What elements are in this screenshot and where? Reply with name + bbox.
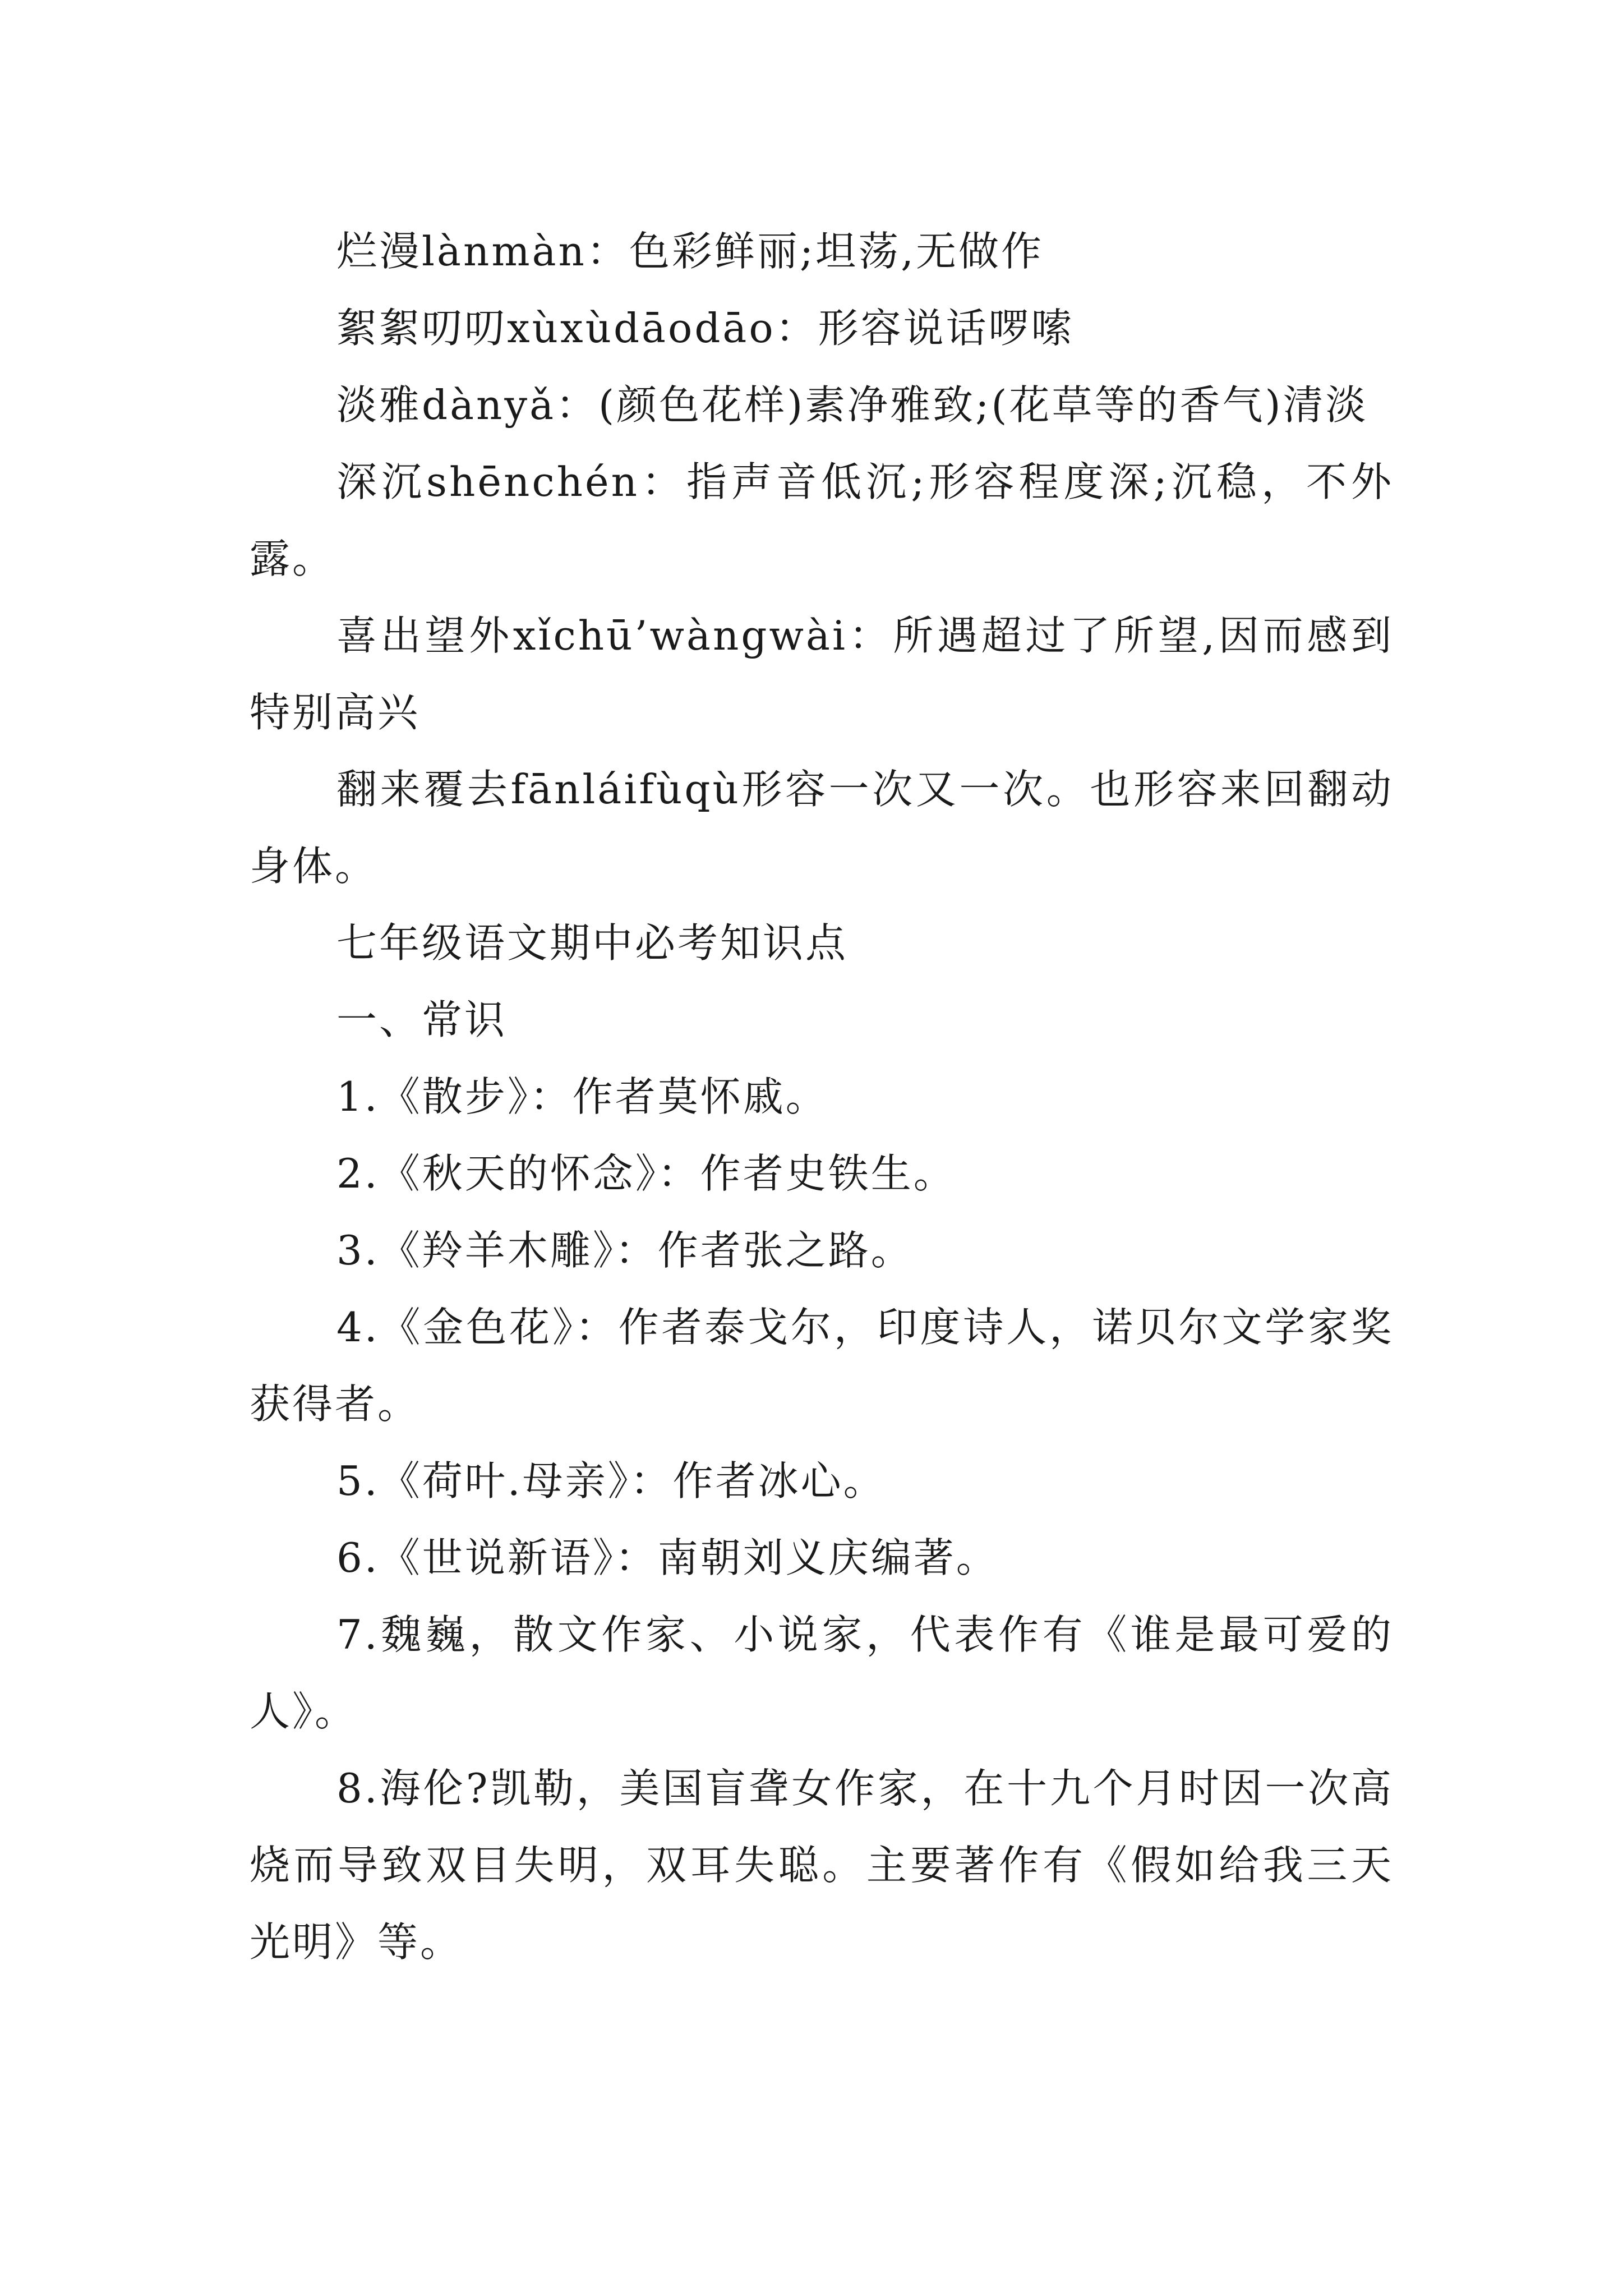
vocab-entry-lanman: 烂漫lànmàn：色彩鲜丽;坦荡,无做作 <box>336 228 1044 275</box>
section-title: 七年级语文期中必考知识点 <box>336 919 849 967</box>
list-item: 8.海伦?凯勒，美国盲聋女作家，在十九个月时因一次高烧而导致双目失明，双耳失聪。主要著作有《假如给我三天光明》等。 <box>250 1765 1394 1966</box>
list-item: 6.《世说新语》：南朝刘义庆编著。 <box>336 1534 999 1581</box>
section-heading: 一、常识 <box>336 996 508 1043</box>
list-item: 5.《荷叶.母亲》：作者冰心。 <box>336 1457 886 1504</box>
vocab-entry-fanlaifuqu: 翻来覆去fānláifùqù形容一次又一次。也形容来回翻动身体。 <box>250 766 1394 890</box>
list-item: 1.《散步》：作者莫怀戚。 <box>336 1073 828 1120</box>
list-item: 4.《金色花》：作者泰戈尔，印度诗人，诺贝尔文学家奖获得者。 <box>250 1304 1394 1428</box>
vocab-entry-danya: 淡雅dànyǎ：(颜色花样)素净雅致;(花草等的香气)清淡 <box>336 381 1368 429</box>
vocab-entry-xichuwangwai: 喜出望外xǐchū’wàngwài：所遇超过了所望,因而感到特别高兴 <box>250 612 1394 736</box>
vocab-entry-xuxudaodao: 絮絮叨叨xùxùdāodāo：形容说话啰嗦 <box>336 305 1074 352</box>
list-item: 2.《秋天的怀念》：作者史铁生。 <box>336 1150 956 1197</box>
vocab-entry-shenchen: 深沉shēnchén：指声音低沉;形容程度深;沉稳，不外露。 <box>250 458 1394 582</box>
list-item: 7.魏巍，散文作家、小说家，代表作有《谁是最可爱的人》。 <box>250 1611 1394 1735</box>
document-body <box>250 213 1394 1981</box>
list-item: 3.《羚羊木雕》：作者张之路。 <box>336 1227 914 1274</box>
